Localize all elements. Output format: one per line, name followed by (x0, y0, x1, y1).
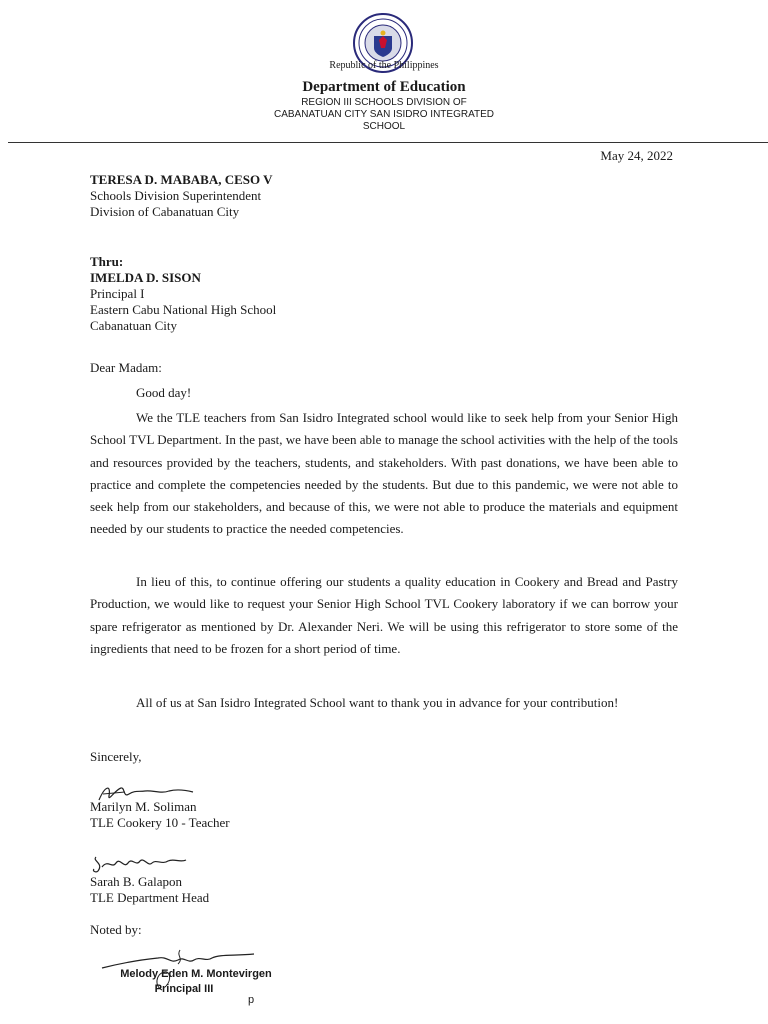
greeting: Good day! (136, 385, 192, 400)
header-divider (8, 142, 768, 143)
recipient-title: Schools Division Superintendent (90, 188, 262, 203)
department-title: Department of Education (302, 79, 466, 95)
republic-text: Republic of the Philippines (329, 60, 439, 71)
recipient-name: TERESA D. MABABA, CESO V (90, 172, 273, 187)
recipient-division: Division of Cabanatuan City (90, 204, 240, 219)
region-line-2: CABANATUAN CITY SAN ISIDRO INTEGRATED (273, 109, 495, 120)
noted-by-label: Noted by: (90, 922, 142, 937)
noted-by-name: Melody Eden M. Montevirgen (120, 968, 272, 980)
paragraph-1: We the TLE teachers from San Isidro Integrated school would like to seek help from your Senior High School TVL Department. In the past, we have been able to manage the school activities with the help of the tools and resources provided by the teachers, students, and stakeholders. With past donations, we have been able to practice and complete the competencies needed by the students. But due to this pandemic, we were not able to seek help from our stakeholders, and because of this, we were not able to produce the materials and equipment needed by our students to practice the needed competencies. (90, 410, 678, 537)
recipient-block (90, 172, 678, 220)
signatory-2-role: TLE Department Head (90, 890, 210, 905)
signatory-2-name: Sarah B. Galapon (90, 874, 183, 889)
paragraph-2: In lieu of this, to continue offering our students a quality education in Cookery and Bread and Pastry Production, we would like to request your Senior High School TVL Cookery laboratory if we can borrow your spare refrigerator as mentioned by Dr. Alexander Neri. We will be using this refrigerator to store some of the ingredients that need to be frozen for a short period of time. (90, 574, 678, 656)
noted-by-role: Principal III (154, 983, 214, 995)
thru-label: Thru: (90, 254, 124, 269)
page-marker: p (248, 994, 255, 1006)
noted-by-block (112, 967, 280, 997)
salutation: Dear Madam: (90, 360, 162, 375)
signatory-1-role: TLE Cookery 10 - Teacher (90, 815, 230, 830)
thru-city: Cabanatuan City (90, 318, 178, 333)
thru-name: IMELDA D. SISON (90, 270, 201, 285)
region-line-3: SCHOOL (362, 121, 406, 132)
signature-galapon (90, 851, 190, 875)
thru-school: Eastern Cabu National High School (90, 302, 277, 317)
thru-block (90, 254, 678, 334)
closing: Sincerely, (90, 749, 142, 764)
signatory-1-name: Marilyn M. Soliman (90, 799, 197, 814)
letter-date: May 24, 2022 (600, 148, 673, 163)
region-block (0, 97, 768, 133)
region-line-1: REGION III SCHOOLS DIVISION OF (301, 97, 467, 108)
paragraph-3: All of us at San Isidro Integrated School want to thank you in advance for your contribution! (136, 695, 619, 710)
thru-title: Principal I (90, 286, 145, 301)
signatory-1-block (90, 799, 678, 831)
signatory-2-block (90, 874, 678, 906)
